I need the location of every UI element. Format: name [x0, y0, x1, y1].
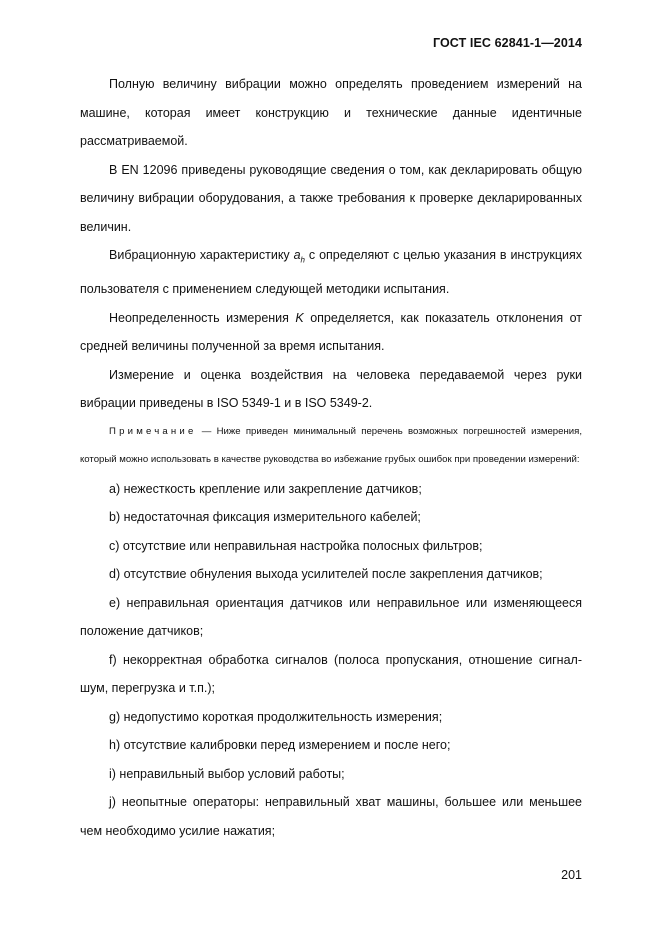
p3-text-after: с определяют с целью указания в инструкциях пользователя с применением следующей методики испытания.: [80, 248, 583, 296]
p4-text-before: Неопределенность измерения: [109, 310, 296, 325]
standard-header: ГОСТ IEC 62841-1—2014: [432, 36, 582, 50]
symbol-k: K: [295, 310, 304, 325]
paragraph-iso5349: Измерение и оценка воздействия на человека передаваемой через руки вибрации приведены в ISO 5349-1 и в ISO 5349-2.: [80, 367, 582, 410]
paragraph-vibration-characteristic: [80, 241, 582, 304]
paragraph-full-vibration: Полную величину вибрации можно определять проведением измерений на машине, которая имеет конструкцию и технические данные идентичные рассматриваемой.: [80, 77, 582, 148]
list-item: j) неопытные операторы: неправильный хват машины, большее или меньшее чем необходимо усилие нажатия;: [80, 795, 582, 838]
list-item: i) неправильный выбор условий работы;: [109, 766, 345, 781]
list-item: b) недостаточная фиксация измерительного кабелей;: [109, 510, 421, 524]
error-list: [80, 475, 582, 846]
note-label: Примечание: [109, 425, 197, 437]
paragraph-uncertainty: [80, 304, 582, 361]
list-item: h) отсутствие калибровки перед измерением и после него;: [109, 738, 451, 752]
p4-text-after: определяется, как показатель отклонения от средней величины полученной за время испытания.: [80, 310, 582, 353]
paragraph-en12096: В EN 12096 приведены руководящие сведения о том, как декларировать общую величину вибрации оборудования, а также требования к проверке декларированных величин.: [80, 162, 582, 234]
p3-text-before: Вибрационную характеристику: [109, 248, 294, 262]
note-block: [80, 418, 582, 475]
list-item: f) некорректная обработка сигналов (полоса пропускания, отношение сигнал-шум, перегрузка и т.п.);: [80, 652, 582, 695]
page-body: [80, 70, 582, 845]
symbol-subscript-h: h: [300, 255, 305, 265]
list-item: c) отсутствие или неправильная настройка полосных фильтров;: [109, 538, 483, 553]
page-number: 201: [561, 868, 582, 882]
list-item: a) нежесткость крепление или закрепление датчиков;: [109, 481, 422, 496]
list-item: d) отсутствие обнуления выхода усилителей после закрепления датчиков;: [109, 567, 543, 581]
note-text: — Ниже приведен минимальный перечень возможных погрешностей измерения, который можно использовать в качестве руководства во избежание грубых ошибок при проведении измерений:: [80, 425, 582, 465]
list-item: e) неправильная ориентация датчиков или неправильное или изменяющееся положение датчиков;: [80, 595, 582, 638]
symbol-a: a: [293, 248, 301, 262]
list-item: g) недопустимо короткая продолжительность измерения;: [109, 709, 443, 724]
